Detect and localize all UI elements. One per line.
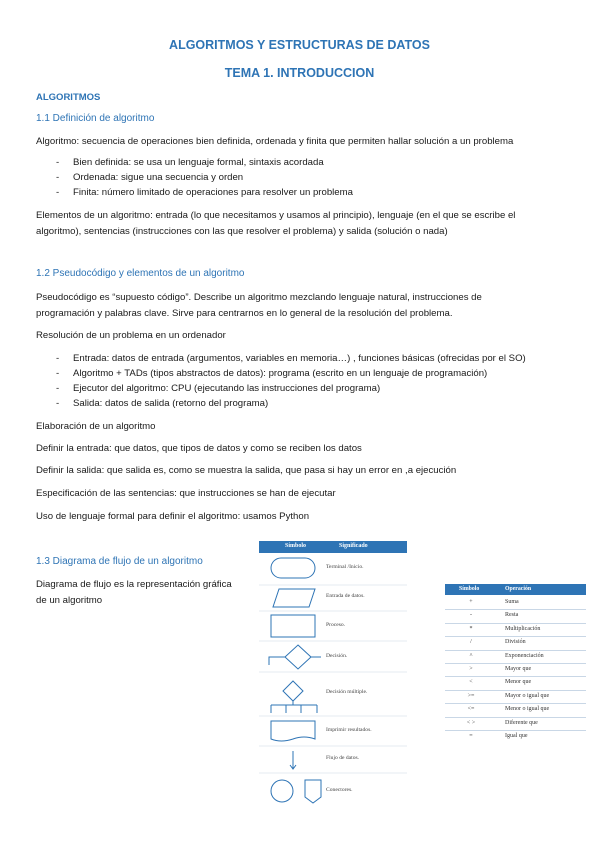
print-symbol bbox=[271, 721, 315, 741]
connector-symbol bbox=[271, 780, 293, 802]
algorithm-definition: Algoritmo: secuencia de operaciones bien definida, ordenada y finita que permiten hallar solución a un problema bbox=[36, 136, 514, 147]
decision-symbol bbox=[285, 645, 311, 669]
table-row bbox=[445, 690, 586, 704]
heading-1-3: 1.3 Diagrama de flujo de un algoritmo bbox=[36, 556, 203, 567]
row-connectors: Conectores. bbox=[326, 787, 353, 793]
input-symbol bbox=[273, 589, 315, 607]
flowchart-symbols-table bbox=[259, 541, 407, 811]
list-item: - Bien definida: se usa un lenguaje formal, sintaxis acordada bbox=[56, 157, 324, 168]
document-title: ALGORITMOS Y ESTRUCTURAS DE DATOS bbox=[169, 38, 430, 52]
row-operation: Igual que bbox=[505, 733, 528, 739]
header-simbolo: Símbolo bbox=[285, 543, 307, 549]
table-row bbox=[445, 663, 586, 677]
step-especificacion: Especificación de las sentencias: que instrucciones se han de ejecutar bbox=[36, 488, 336, 499]
table-row bbox=[445, 609, 586, 623]
list-item: - Ejecutor del algoritmo: CPU (ejecutando las instrucciones del programa) bbox=[56, 383, 381, 394]
row-operation: Exponenciación bbox=[505, 652, 544, 659]
row-process: Proceso. bbox=[326, 622, 346, 628]
row-symbol: >= bbox=[467, 692, 475, 699]
row-symbol: * bbox=[469, 625, 473, 632]
row-symbol: = bbox=[469, 733, 473, 739]
row-decision: Decisión. bbox=[326, 653, 348, 659]
elaboration-heading: Elaboración de un algoritmo bbox=[36, 421, 156, 432]
header-significado: Significado bbox=[339, 543, 368, 549]
table-row bbox=[445, 717, 586, 731]
row-terminal: Terminal /Inicio. bbox=[326, 564, 364, 570]
row-multiple-decision: Decisión múltiple. bbox=[326, 689, 368, 695]
heading-1-2: 1.2 Pseudocódigo y elementos de un algoritmo bbox=[36, 268, 245, 279]
row-operation: Resta bbox=[505, 612, 519, 619]
pseudocode-paragraph-line: Pseudocódigo es “supuesto código”. Describe un algoritmo mezclando lenguaje natural, instrucciones de bbox=[36, 292, 482, 303]
table-row bbox=[445, 676, 586, 690]
terminal-symbol bbox=[271, 558, 315, 578]
row-symbol: / bbox=[470, 639, 472, 646]
document-subtitle: TEMA 1. INTRODUCCION bbox=[224, 66, 375, 80]
row-symbol: < > bbox=[466, 719, 476, 726]
row-symbol: <= bbox=[467, 706, 475, 713]
list-item: - Algoritmo + TADs (tipos abstractos de datos): programa (escrito en un lenguaje de programación) bbox=[56, 368, 488, 379]
heading-1-1: 1.1 Definición de algoritmo bbox=[36, 113, 155, 124]
row-operation: Mayor o igual que bbox=[505, 692, 550, 699]
row-operation: Menor que bbox=[505, 679, 532, 686]
table-header bbox=[445, 584, 586, 595]
multiple-decision-symbol bbox=[283, 681, 303, 701]
header-operacion: Operación bbox=[505, 586, 532, 592]
section-heading: ALGORITMOS bbox=[36, 92, 101, 103]
flowchart-symbols bbox=[259, 541, 407, 811]
resolution-heading: Resolución de un problema en un ordenador bbox=[36, 330, 226, 341]
row-print: Imprimir resultados. bbox=[326, 727, 372, 733]
table-row bbox=[445, 623, 586, 637]
list-item-text: Ejecutor del algoritmo: CPU (ejecutando las instrucciones del programa) bbox=[73, 383, 381, 394]
step-definir-salida: Definir la salida: que salida es, como se muestra la salida, que pasa si hay un error en ,a ejecución bbox=[36, 465, 457, 476]
elements-paragraph-line: algoritmo), sentencias (instrucciones con las que resolver el problema) y salida (solución o nada) bbox=[36, 226, 448, 237]
row-symbol: - bbox=[470, 612, 472, 619]
list-item-text: Bien definida: se usa un lenguaje formal, sintaxis acordada bbox=[73, 157, 324, 168]
page-connector-symbol bbox=[305, 780, 321, 803]
list-item-text: Entrada: datos de entrada (argumentos, variables en memoria…) , funciones básicas (ofrecidas por el SO) bbox=[73, 353, 526, 364]
row-symbol: ^ bbox=[469, 652, 473, 659]
step-definir-entrada: Definir la entrada: que datos, que tipos de datos y como se reciben los datos bbox=[36, 443, 362, 454]
row-symbol: + bbox=[469, 599, 473, 605]
list-item: - Salida: datos de salida (retorno del programa) bbox=[56, 398, 269, 409]
row-operation: Menor o igual que bbox=[505, 706, 550, 713]
row-flow: Flujo de datos. bbox=[326, 755, 360, 761]
pseudocode-paragraph-line: programación y palabras clave. Sirve para centrarnos en lo general de la resolución del problema. bbox=[36, 308, 453, 319]
list-item: - Entrada: datos de entrada (argumentos, variables en memoria…) , funciones básicas (ofrecidas por el SO) bbox=[56, 353, 526, 364]
row-operation: División bbox=[505, 639, 526, 646]
table-row bbox=[445, 730, 586, 743]
flowchart-description-line: de un algoritmo bbox=[36, 595, 103, 606]
list-item-text: Algoritmo + TADs (tipos abstractos de datos): programa (escrito en un lenguaje de programación) bbox=[73, 368, 488, 379]
row-operation: Suma bbox=[505, 599, 519, 605]
list-item: - Finita: número limitado de operaciones para resolver un problema bbox=[56, 187, 353, 198]
row-operation: Diferente que bbox=[505, 719, 538, 726]
list-item: - Ordenada: sigue una secuencia y orden bbox=[56, 172, 244, 183]
row-input: Entrada de datos. bbox=[326, 593, 365, 599]
elements-paragraph-line: Elementos de un algoritmo: entrada (lo que necesitamos y usamos al principio), lenguaje (en el que se escribe el bbox=[36, 210, 516, 221]
step-lenguaje-formal: Uso de lenguaje formal para definir el algoritmo: usamos Python bbox=[36, 511, 310, 522]
table-row bbox=[445, 703, 586, 717]
row-operation: Mayor que bbox=[505, 666, 532, 672]
table-row bbox=[445, 650, 586, 664]
table-row bbox=[445, 636, 586, 650]
process-symbol bbox=[271, 615, 315, 637]
list-item-text: Finita: número limitado de operaciones para resolver un problema bbox=[73, 187, 353, 198]
row-operation: Multiplicación bbox=[505, 625, 541, 632]
row-symbol: < bbox=[469, 679, 473, 686]
flowchart-description-line: Diagrama de flujo es la representación gráfica bbox=[36, 579, 232, 590]
list-item-text: Ordenada: sigue una secuencia y orden bbox=[73, 172, 244, 183]
row-symbol: > bbox=[469, 666, 473, 672]
header-simbolo: Símbolo bbox=[459, 586, 480, 592]
table-row bbox=[445, 596, 586, 610]
list-item-text: Salida: datos de salida (retorno del programa) bbox=[73, 398, 269, 409]
